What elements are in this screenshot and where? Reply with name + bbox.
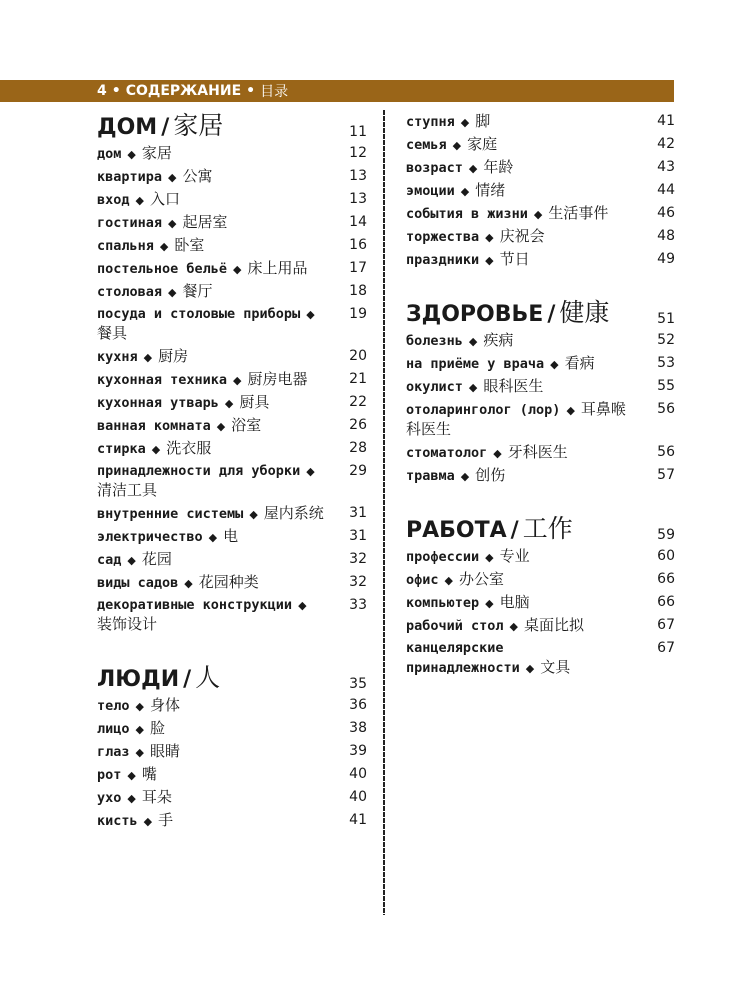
toc-entry-ru: сад bbox=[97, 552, 122, 568]
toc-entry-page: 14 bbox=[349, 214, 367, 230]
toc-entry-text bbox=[406, 377, 543, 397]
toc-entry[interactable] bbox=[406, 377, 675, 397]
section-page: 35 bbox=[349, 676, 367, 692]
toc-entry-cn: 年龄 bbox=[483, 158, 514, 176]
section-title-ru: РАБОТА bbox=[406, 518, 507, 543]
toc-list-health bbox=[406, 331, 675, 486]
toc-entry-page: 44 bbox=[657, 182, 675, 198]
separator-diamond: ◆ bbox=[127, 148, 136, 161]
toc-entry-ru: кухонная техника bbox=[97, 372, 228, 388]
header-bullet: • bbox=[111, 83, 121, 99]
toc-list-work bbox=[406, 547, 675, 678]
toc-entry-ru: спальня bbox=[97, 238, 154, 254]
toc-entry-cn: 屋内系统 bbox=[263, 504, 324, 522]
toc-entry-ru: семья bbox=[406, 137, 447, 153]
toc-entry-page: 39 bbox=[349, 743, 367, 759]
toc-entry[interactable] bbox=[406, 593, 675, 613]
toc-entry-cn: 看病 bbox=[564, 354, 595, 372]
toc-entry-text bbox=[97, 305, 327, 344]
toc-entry-ru: глаз bbox=[97, 744, 130, 760]
toc-entry-cn: 脸 bbox=[149, 719, 165, 737]
separator-diamond: ◆ bbox=[135, 194, 144, 207]
toc-entry-cn: 生活事件 bbox=[548, 204, 609, 222]
toc-entry[interactable] bbox=[406, 204, 675, 224]
toc-entry-page: 18 bbox=[349, 283, 367, 299]
toc-entry-ru: рабочий стол bbox=[406, 618, 504, 634]
toc-entry-cn: 情绪 bbox=[475, 181, 506, 199]
toc-entry[interactable] bbox=[97, 742, 367, 762]
toc-entry[interactable] bbox=[97, 305, 367, 344]
toc-entry-ru: кухонная утварь bbox=[97, 395, 219, 411]
section-heading[interactable] bbox=[97, 664, 367, 694]
toc-entry-page: 66 bbox=[657, 594, 675, 610]
toc-entry-text bbox=[97, 462, 327, 501]
toc-entry-cn: 家庭 bbox=[467, 135, 498, 153]
toc-entry-cn: 耳鼻喉科医生 bbox=[406, 400, 626, 438]
toc-entry-cn: 牙科医生 bbox=[507, 443, 568, 461]
separator-diamond: ◆ bbox=[460, 116, 470, 129]
toc-entry[interactable] bbox=[97, 596, 367, 635]
toc-entry-text bbox=[97, 550, 172, 570]
toc-entry[interactable] bbox=[97, 573, 367, 593]
toc-entry-cn: 耳朵 bbox=[141, 788, 172, 806]
separator-diamond: ◆ bbox=[493, 447, 502, 460]
toc-entry-page: 48 bbox=[657, 228, 675, 244]
toc-entry-ru: рот bbox=[97, 767, 122, 783]
toc-entry[interactable] bbox=[97, 213, 367, 233]
toc-entry-text bbox=[97, 416, 261, 436]
header-bullet: • bbox=[246, 83, 256, 99]
toc-entry[interactable] bbox=[97, 236, 367, 256]
section-heading[interactable] bbox=[97, 112, 367, 142]
toc-entry-cn: 专业 bbox=[499, 547, 530, 565]
header-title: СОДЕРЖАНИЕ bbox=[125, 83, 242, 99]
toc-entry-cn: 眼睛 bbox=[149, 742, 180, 760]
toc-entry-cn: 餐厅 bbox=[182, 282, 213, 300]
toc-entry-cn: 厨房 bbox=[158, 347, 189, 365]
toc-entry-text bbox=[406, 400, 636, 440]
toc-entry[interactable] bbox=[406, 250, 675, 270]
toc-entry-page: 66 bbox=[657, 571, 675, 587]
toc-entry-cn: 电 bbox=[223, 527, 239, 545]
toc-entry-ru: посуда и столовые приборы bbox=[97, 306, 301, 322]
toc-entry[interactable] bbox=[97, 167, 367, 187]
section-heading[interactable] bbox=[406, 515, 675, 545]
separator-diamond: ◆ bbox=[184, 577, 193, 590]
toc-entry[interactable] bbox=[406, 400, 675, 440]
toc-entry-page: 13 bbox=[349, 168, 367, 184]
toc-entry-ru: травма bbox=[406, 468, 455, 484]
section-title-ru: ЗДОРОВЬЕ bbox=[406, 302, 544, 327]
toc-entry-ru: принадлежности для уборки bbox=[97, 463, 301, 479]
toc-entry-text bbox=[97, 393, 269, 413]
toc-entry-ru: декоративные конструкции bbox=[97, 597, 293, 613]
toc-entry-page: 29 bbox=[349, 463, 367, 479]
toc-entry[interactable] bbox=[97, 439, 367, 459]
toc-entry-cn: 节日 bbox=[499, 250, 530, 268]
toc-entry-page: 56 bbox=[657, 444, 675, 460]
toc-entry-cn: 厨房电器 bbox=[247, 370, 308, 388]
toc-entry-ru: эмоции bbox=[406, 183, 455, 199]
section-title-ru: ЛЮДИ bbox=[97, 667, 180, 692]
toc-entry-text bbox=[97, 596, 327, 635]
toc-entry-page: 41 bbox=[349, 812, 367, 828]
separator-diamond: ◆ bbox=[460, 470, 470, 483]
toc-entry-cn: 厨具 bbox=[239, 393, 270, 411]
toc-entry-page: 32 bbox=[349, 551, 367, 567]
separator-diamond: ◆ bbox=[159, 240, 169, 253]
toc-list-home bbox=[97, 144, 367, 635]
toc-entry-cn: 公寓 bbox=[182, 167, 213, 185]
section-title-ru: ДОМ bbox=[97, 115, 158, 140]
separator-diamond: ◆ bbox=[306, 465, 315, 478]
toc-entry-ru: кисть bbox=[97, 813, 138, 829]
toc-entry-ru: канцелярские принадлежности bbox=[406, 640, 520, 676]
toc-entry-page: 28 bbox=[349, 440, 367, 456]
toc-entry-page: 38 bbox=[349, 720, 367, 736]
toc-entry-ru: отоларинголог (лор) bbox=[406, 402, 561, 418]
separator-diamond: ◆ bbox=[135, 700, 144, 713]
toc-entry-page: 57 bbox=[657, 467, 675, 483]
toc-entry[interactable] bbox=[97, 788, 367, 808]
toc-entry-page: 55 bbox=[657, 378, 675, 394]
toc-entry-ru: внутренние системы bbox=[97, 506, 244, 522]
separator-diamond: ◆ bbox=[216, 420, 226, 433]
toc-entry-text bbox=[97, 504, 324, 524]
toc-entry-ru: лицо bbox=[97, 721, 130, 737]
toc-entry-page: 13 bbox=[349, 191, 367, 207]
toc-entry[interactable] bbox=[97, 462, 367, 501]
toc-entry[interactable] bbox=[97, 144, 367, 164]
toc-entry-ru: квартира bbox=[97, 169, 163, 185]
toc-entry-text bbox=[406, 181, 505, 201]
toc-entry[interactable] bbox=[406, 466, 675, 486]
toc-entry-ru: ванная комната bbox=[97, 418, 211, 434]
toc-entry-cn: 疾病 bbox=[483, 331, 514, 349]
running-header bbox=[0, 80, 674, 102]
toc-entry-page: 12 bbox=[349, 145, 367, 161]
toc-entry-page: 41 bbox=[657, 113, 675, 129]
toc-entry-text bbox=[97, 259, 308, 279]
toc-entry-ru: праздники bbox=[406, 252, 480, 268]
toc-entry-text bbox=[406, 593, 530, 613]
toc-entry-ru: ухо bbox=[97, 790, 122, 806]
toc-entry[interactable] bbox=[406, 354, 675, 374]
separator-diamond: ◆ bbox=[485, 231, 494, 244]
toc-entry-ru: компьютер bbox=[406, 595, 480, 611]
toc-entry-page: 26 bbox=[349, 417, 367, 433]
toc-entry[interactable] bbox=[97, 719, 367, 739]
toc-entry[interactable] bbox=[97, 282, 367, 302]
separator-diamond: ◆ bbox=[452, 139, 462, 152]
toc-entry[interactable] bbox=[97, 527, 367, 547]
toc-entry-text bbox=[97, 811, 173, 831]
toc-list-people-continued bbox=[406, 112, 675, 270]
toc-entry-cn: 餐具 bbox=[97, 324, 128, 342]
toc-entry-ru: дом bbox=[97, 146, 122, 162]
toc-entry-cn: 床上用品 bbox=[247, 259, 308, 277]
toc-entry-text bbox=[97, 719, 165, 739]
toc-entry-page: 32 bbox=[349, 574, 367, 590]
separator-diamond: ◆ bbox=[168, 217, 177, 230]
toc-entry-cn: 文具 bbox=[540, 658, 571, 676]
slash: / bbox=[547, 302, 556, 327]
toc-entry-cn: 起居室 bbox=[182, 213, 228, 231]
separator-diamond: ◆ bbox=[485, 254, 494, 267]
toc-entry[interactable] bbox=[97, 393, 367, 413]
toc-entry-text bbox=[97, 167, 213, 187]
separator-diamond: ◆ bbox=[168, 171, 177, 184]
toc-entry-ru: окулист bbox=[406, 379, 463, 395]
toc-entry-page: 33 bbox=[349, 597, 367, 613]
toc-entry-ru: кухня bbox=[97, 349, 138, 365]
separator-diamond: ◆ bbox=[485, 551, 494, 564]
toc-entry-text bbox=[97, 742, 180, 762]
toc-entry-page: 52 bbox=[657, 332, 675, 348]
section-page: 59 bbox=[657, 527, 675, 543]
toc-right-column bbox=[406, 112, 675, 681]
toc-entry-ru: тело bbox=[97, 698, 130, 714]
toc-entry[interactable] bbox=[97, 370, 367, 390]
toc-entry[interactable] bbox=[97, 190, 367, 210]
separator-diamond: ◆ bbox=[550, 358, 559, 371]
toc-left-column bbox=[97, 112, 367, 834]
toc-entry-cn: 手 bbox=[158, 811, 174, 829]
toc-entry[interactable] bbox=[406, 181, 675, 201]
toc-entry-ru: гостиная bbox=[97, 215, 163, 231]
toc-entry-page: 46 bbox=[657, 205, 675, 221]
page-number: 4 bbox=[97, 83, 107, 99]
toc-entry-cn: 身体 bbox=[149, 696, 180, 714]
toc-entry-text bbox=[406, 354, 595, 374]
toc-entry-ru: стоматолог bbox=[406, 445, 488, 461]
toc-entry-ru: столовая bbox=[97, 284, 163, 300]
toc-entry-cn: 嘴 bbox=[141, 765, 157, 783]
toc-entry-text bbox=[406, 331, 513, 351]
toc-entry-page: 67 bbox=[657, 617, 675, 633]
toc-entry-ru: ступня bbox=[406, 114, 455, 130]
toc-entry-text bbox=[406, 158, 513, 178]
toc-entry-cn: 花园种类 bbox=[198, 573, 259, 591]
toc-entry-cn: 家居 bbox=[141, 144, 172, 162]
separator-diamond: ◆ bbox=[468, 381, 478, 394]
toc-entry-cn: 浴室 bbox=[231, 416, 262, 434]
toc-entry-cn: 创伤 bbox=[475, 466, 506, 484]
toc-entry[interactable] bbox=[406, 616, 675, 636]
separator-diamond: ◆ bbox=[444, 574, 453, 587]
toc-entry-cn: 眼科医生 bbox=[483, 377, 544, 395]
toc-entry-text bbox=[97, 573, 259, 593]
toc-entry-page: 17 bbox=[349, 260, 367, 276]
toc-entry-text bbox=[97, 370, 308, 390]
toc-entry[interactable] bbox=[97, 696, 367, 716]
separator-diamond: ◆ bbox=[306, 308, 315, 321]
toc-entry-page: 31 bbox=[349, 505, 367, 521]
toc-entry-text bbox=[97, 765, 157, 785]
toc-entry-text bbox=[406, 570, 504, 590]
slash: / bbox=[183, 667, 192, 692]
separator-diamond: ◆ bbox=[135, 746, 144, 759]
toc-entry[interactable] bbox=[406, 135, 675, 155]
toc-entry[interactable] bbox=[406, 570, 675, 590]
section-title-cn: 人 bbox=[195, 663, 221, 692]
toc-entry-text bbox=[406, 204, 608, 224]
toc-entry-text bbox=[406, 135, 497, 155]
toc-entry-text bbox=[97, 788, 172, 808]
separator-diamond: ◆ bbox=[566, 404, 575, 417]
section-page: 51 bbox=[657, 311, 675, 327]
separator-diamond: ◆ bbox=[127, 792, 136, 805]
separator-diamond: ◆ bbox=[298, 599, 307, 612]
toc-entry[interactable] bbox=[406, 331, 675, 351]
toc-entry[interactable] bbox=[406, 639, 675, 678]
toc-entry-page: 67 bbox=[657, 640, 675, 656]
toc-entry[interactable] bbox=[406, 547, 675, 567]
toc-entry-text bbox=[406, 112, 490, 132]
toc-entry-cn: 电脑 bbox=[499, 593, 530, 611]
toc-entry-text bbox=[97, 282, 213, 302]
toc-entry[interactable] bbox=[97, 504, 367, 524]
section-title-cn: 健康 bbox=[559, 298, 610, 327]
toc-entry-text bbox=[97, 696, 180, 716]
separator-diamond: ◆ bbox=[208, 531, 218, 544]
header-title-cn: 目录 bbox=[260, 84, 289, 100]
section-title-cn: 家居 bbox=[173, 111, 224, 140]
toc-entry-page: 60 bbox=[657, 548, 675, 564]
separator-diamond: ◆ bbox=[127, 554, 136, 567]
toc-entry-page: 40 bbox=[349, 766, 367, 782]
toc-entry-page: 36 bbox=[349, 697, 367, 713]
toc-entry-text bbox=[406, 443, 568, 463]
toc-entry-ru: офис bbox=[406, 572, 439, 588]
toc-entry-text bbox=[406, 227, 545, 247]
toc-entry-cn: 花园 bbox=[141, 550, 172, 568]
toc-entry-ru: на приёме у врача bbox=[406, 356, 545, 372]
toc-entry-ru: события в жизни bbox=[406, 206, 528, 222]
toc-entry-page: 16 bbox=[349, 237, 367, 253]
section-page: 11 bbox=[349, 124, 367, 140]
toc-entry-cn: 清洁工具 bbox=[97, 481, 158, 499]
toc-entry-page: 49 bbox=[657, 251, 675, 267]
toc-entry-text bbox=[406, 250, 530, 270]
toc-entry-text bbox=[406, 547, 530, 567]
toc-entry[interactable] bbox=[97, 550, 367, 570]
separator-diamond: ◆ bbox=[485, 597, 494, 610]
toc-entry[interactable] bbox=[406, 227, 675, 247]
toc-entry-ru: болезнь bbox=[406, 333, 463, 349]
toc-entry[interactable] bbox=[97, 765, 367, 785]
toc-entry-text bbox=[406, 466, 505, 486]
toc-entry-page: 40 bbox=[349, 789, 367, 805]
toc-entry-text bbox=[97, 190, 180, 210]
separator-diamond: ◆ bbox=[224, 397, 234, 410]
toc-entry-text bbox=[97, 527, 238, 547]
toc-entry-cn: 脚 bbox=[475, 112, 491, 130]
toc-entry-cn: 办公室 bbox=[458, 570, 504, 588]
separator-diamond: ◆ bbox=[151, 443, 161, 456]
toc-entry[interactable] bbox=[406, 443, 675, 463]
toc-entry-ru: постельное бельё bbox=[97, 261, 228, 277]
separator-diamond: ◆ bbox=[143, 351, 153, 364]
separator-diamond: ◆ bbox=[533, 208, 543, 221]
slash: / bbox=[510, 518, 519, 543]
toc-entry-text bbox=[97, 213, 228, 233]
toc-entry-page: 56 bbox=[657, 401, 675, 417]
toc-entry[interactable] bbox=[97, 259, 367, 279]
toc-entry-page: 19 bbox=[349, 306, 367, 322]
separator-diamond: ◆ bbox=[468, 162, 478, 175]
toc-entry-text bbox=[97, 144, 172, 164]
toc-entry[interactable] bbox=[406, 112, 675, 132]
section-title-cn: 工作 bbox=[522, 514, 573, 543]
toc-entry[interactable] bbox=[406, 158, 675, 178]
toc-entry-page: 53 bbox=[657, 355, 675, 371]
toc-entry[interactable] bbox=[97, 416, 367, 436]
toc-entry-cn: 入口 bbox=[149, 190, 180, 208]
toc-entry-page: 21 bbox=[349, 371, 367, 387]
toc-entry-cn: 卧室 bbox=[174, 236, 205, 254]
toc-entry-cn: 桌面比拟 bbox=[524, 616, 585, 634]
toc-entry-ru: торжества bbox=[406, 229, 480, 245]
toc-list-people bbox=[97, 696, 367, 831]
separator-diamond: ◆ bbox=[233, 263, 242, 276]
toc-entry-page: 31 bbox=[349, 528, 367, 544]
separator-diamond: ◆ bbox=[509, 620, 519, 633]
separator-diamond: ◆ bbox=[135, 723, 144, 736]
separator-diamond: ◆ bbox=[233, 374, 242, 387]
separator-diamond: ◆ bbox=[127, 769, 136, 782]
toc-entry-cn: 装饰设计 bbox=[97, 615, 158, 633]
toc-entry-page: 20 bbox=[349, 348, 367, 364]
slash: / bbox=[161, 115, 170, 140]
toc-entry-cn: 庆祝会 bbox=[499, 227, 545, 245]
toc-entry-ru: стирка bbox=[97, 441, 146, 457]
toc-entry[interactable] bbox=[97, 811, 367, 831]
toc-entry-ru: виды садов bbox=[97, 575, 179, 591]
toc-entry-text bbox=[97, 236, 204, 256]
toc-entry-page: 43 bbox=[657, 159, 675, 175]
toc-entry-ru: вход bbox=[97, 192, 130, 208]
toc-entry-ru: возраст bbox=[406, 160, 463, 176]
separator-diamond: ◆ bbox=[468, 335, 478, 348]
separator-diamond: ◆ bbox=[460, 185, 470, 198]
toc-entry[interactable] bbox=[97, 347, 367, 367]
section-heading[interactable] bbox=[406, 299, 675, 329]
toc-entry-text bbox=[97, 439, 211, 459]
toc-entry-page: 22 bbox=[349, 394, 367, 410]
toc-entry-text bbox=[97, 347, 188, 367]
toc-entry-text bbox=[406, 639, 636, 678]
toc-entry-cn: 洗衣服 bbox=[166, 439, 212, 457]
toc-entry-ru: электричество bbox=[97, 529, 203, 545]
toc-entry-page: 42 bbox=[657, 136, 675, 152]
toc-entry-text bbox=[406, 616, 584, 636]
separator-diamond: ◆ bbox=[143, 815, 153, 828]
separator-diamond: ◆ bbox=[249, 508, 258, 521]
column-divider bbox=[383, 110, 385, 915]
toc-entry-ru: профессии bbox=[406, 549, 480, 565]
separator-diamond: ◆ bbox=[525, 662, 535, 675]
separator-diamond: ◆ bbox=[168, 286, 177, 299]
